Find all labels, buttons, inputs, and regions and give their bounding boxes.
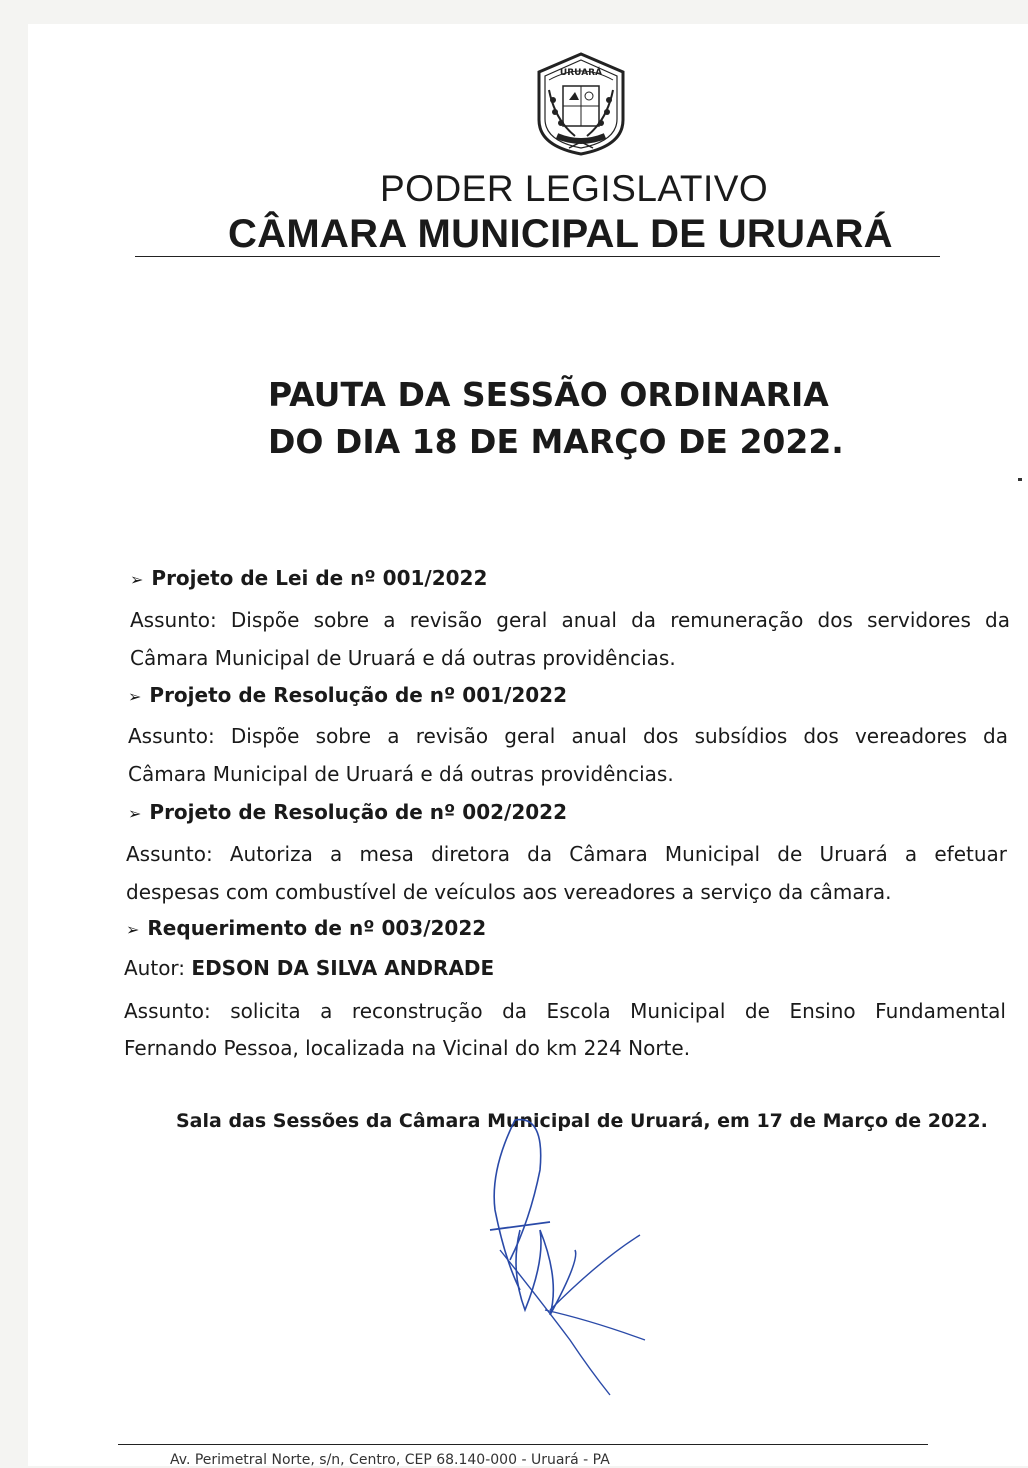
- agenda-item-heading: ➢ Projeto de Resolução de nº 002/2022: [128, 800, 567, 824]
- autor-name: EDSON DA SILVA ANDRADE: [191, 956, 495, 980]
- document-title-line1: PAUTA DA SESSÃO ORDINARIA: [268, 375, 829, 414]
- agenda-item-assunto: Fernando Pessoa, localizada na Vicinal do km 224 Norte.: [124, 1036, 691, 1060]
- agenda-item-assunto: despesas com combustível de veículos aos vereadores a serviço da câmara.: [126, 880, 892, 904]
- header-divider: [135, 256, 940, 257]
- arrow-bullet-icon: ➢: [130, 570, 144, 589]
- agenda-item-assunto: Câmara Municipal de Uruará e dá outras providências.: [130, 646, 676, 670]
- header-poder-legislativo: PODER LEGISLATIVO: [380, 168, 769, 209]
- handwritten-signature: [450, 1110, 680, 1410]
- svg-text:URUARÁ: URUARÁ: [559, 68, 603, 78]
- agenda-item-assunto: Câmara Municipal de Uruará e dá outras providências.: [128, 762, 674, 786]
- municipal-seal-emblem: [527, 50, 635, 158]
- agenda-item-heading: ➢ Projeto de Lei de nº 001/2022: [130, 566, 488, 590]
- arrow-bullet-icon: ➢: [128, 687, 142, 706]
- agenda-item-assunto: Assunto: solicita a reconstrução da Escola Municipal de Ensino Fundamental: [124, 999, 1006, 1023]
- agenda-item-assunto: Assunto: Dispõe sobre a revisão geral anual dos subsídios dos vereadores da: [128, 724, 1008, 748]
- agenda-item-assunto: Assunto: Autoriza a mesa diretora da Câmara Municipal de Uruará a efetuar: [126, 842, 1007, 866]
- footer-address: Av. Perimetral Norte, s/n, Centro, CEP 68.140-000 - Uruará - PA: [170, 1452, 610, 1468]
- scan-speck: [1018, 478, 1022, 481]
- agenda-item-assunto: Assunto: Dispõe sobre a revisão geral anual da remuneração dos servidores da: [130, 608, 1010, 632]
- footer-divider: [118, 1444, 928, 1445]
- arrow-bullet-icon: ➢: [126, 920, 140, 939]
- agenda-item-autor: Autor: EDSON DA SILVA ANDRADE: [124, 956, 495, 980]
- agenda-item-heading: ➢ Requerimento de nº 003/2022: [126, 916, 487, 940]
- document-title-line2: DO DIA 18 DE MARÇO DE 2022.: [268, 422, 844, 461]
- arrow-bullet-icon: ➢: [128, 804, 142, 823]
- header-camara-name: CÂMARA MUNICIPAL DE URUARÁ: [228, 212, 893, 256]
- agenda-item-heading: ➢ Projeto de Resolução de nº 001/2022: [128, 683, 567, 707]
- closing-statement: Sala das Sessões da Câmara Municipal de Uruará, em 17 de Março de 2022.: [176, 1110, 988, 1132]
